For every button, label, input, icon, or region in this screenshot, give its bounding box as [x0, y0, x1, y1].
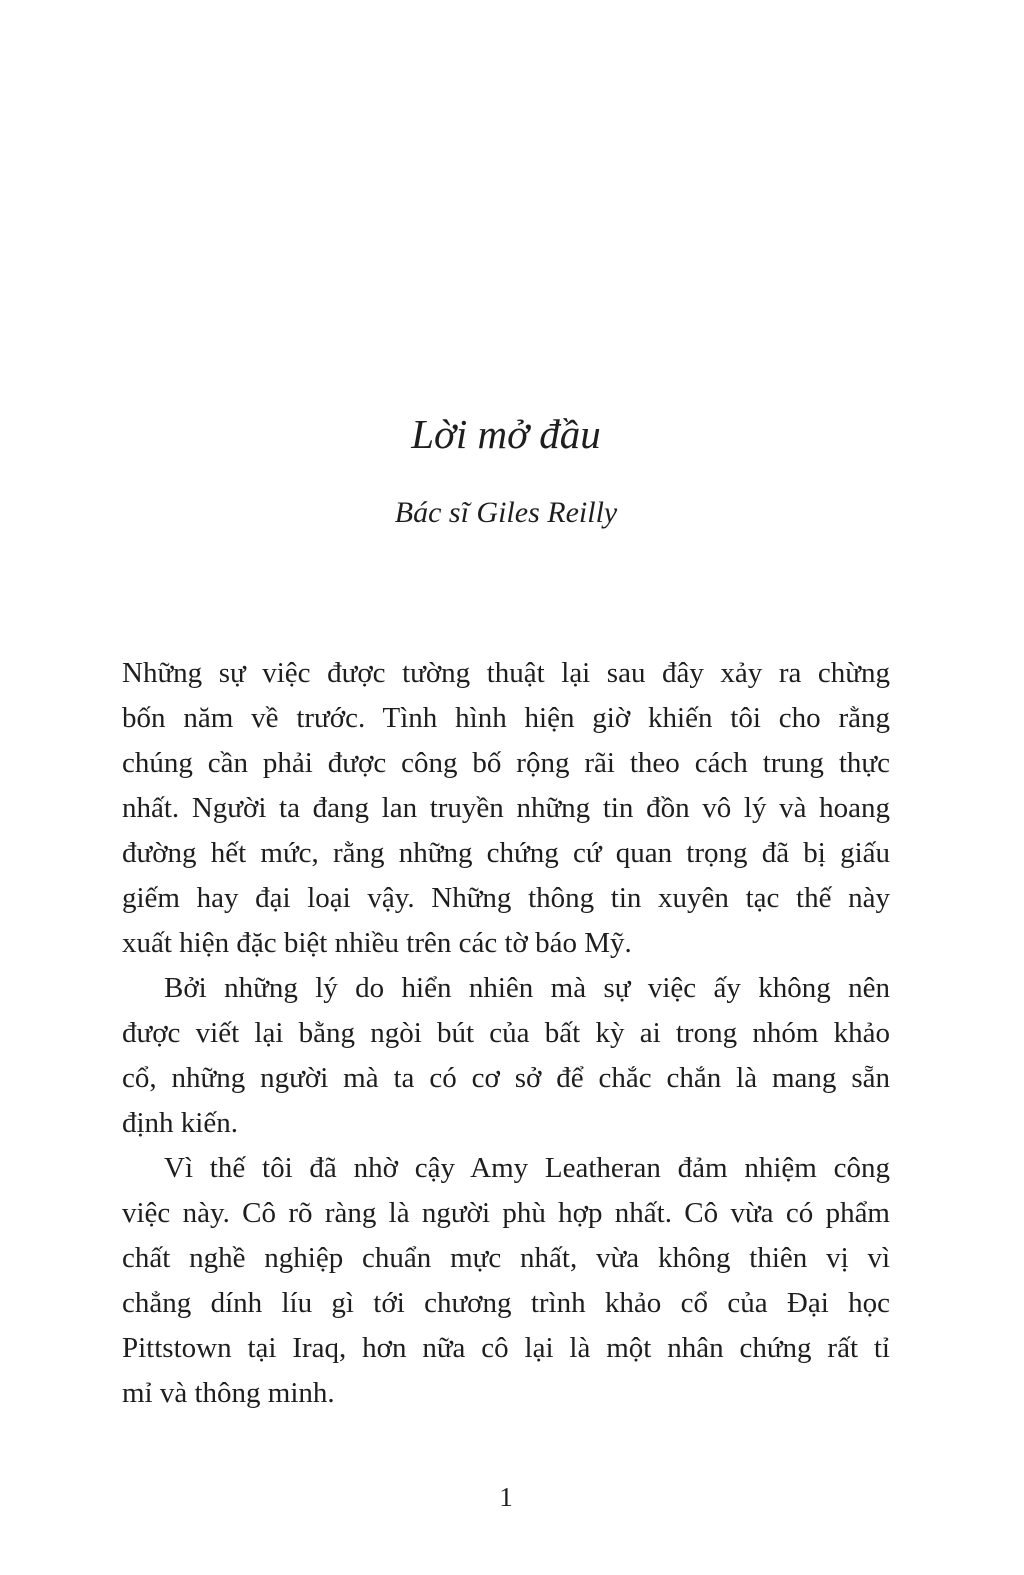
paragraph-line: được viết lại bằng ngòi bút của bất kỳ ai trong nhóm khảo	[122, 1017, 890, 1049]
paragraph-line: xuất hiện đặc biệt nhiều trên các tờ báo Mỹ.	[122, 927, 632, 959]
paragraph-line: nhất. Người ta đang lan truyền những tin đồn vô lý và hoang	[122, 792, 890, 824]
paragraph-line: mỉ và thông minh.	[122, 1377, 335, 1409]
paragraph-line: Vì thế tôi đã nhờ cậy Amy Leatheran đảm nhiệm công	[164, 1152, 890, 1184]
paragraph-line: chúng cần phải được công bố rộng rãi theo cách trung thực	[122, 747, 890, 779]
chapter-title: Lời mở đầu	[411, 411, 601, 457]
paragraph-line: định kiến.	[122, 1107, 238, 1139]
paragraph-line: Bởi những lý do hiển nhiên mà sự việc ấy không nên	[164, 972, 890, 1004]
paragraph-line: chất nghề nghiệp chuẩn mực nhất, vừa không thiên vị vì	[122, 1242, 890, 1274]
paragraph-line: chẳng dính líu gì tới chương trình khảo cổ của Đại học	[122, 1287, 890, 1319]
paragraph-line: bốn năm về trước. Tình hình hiện giờ khiến tôi cho rằng	[122, 702, 890, 734]
chapter-author: Bác sĩ Giles Reilly	[394, 496, 618, 529]
paragraph-line: đường hết mức, rằng những chứng cứ quan trọng đã bị giấu	[122, 837, 890, 869]
body-text	[122, 651, 890, 1416]
page-number: 1	[499, 1482, 513, 1512]
paragraph-line: giếm hay đại loại vậy. Những thông tin xuyên tạc thế này	[122, 882, 890, 914]
paragraph-line: Những sự việc được tường thuật lại sau đây xảy ra chừng	[122, 657, 890, 689]
paragraph-line: cổ, những người mà ta có cơ sở để chắc chắn là mang sẵn	[122, 1062, 890, 1094]
paragraph-line: việc này. Cô rõ ràng là người phù hợp nhất. Cô vừa có phẩm	[122, 1197, 890, 1229]
paragraph-line: Pittstown tại Iraq, hơn nữa cô lại là một nhân chứng rất tỉ	[122, 1332, 890, 1364]
